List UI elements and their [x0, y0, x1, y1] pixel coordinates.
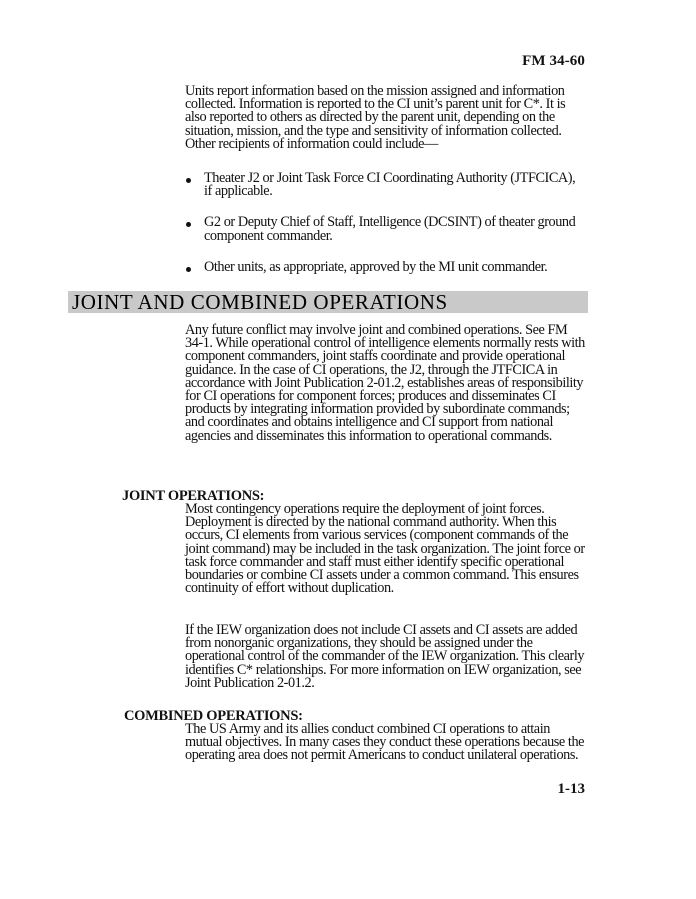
- bullet-icon: [186, 267, 191, 272]
- intro-paragraph: Units report information based on the mission assigned and information collected. Information is reported to the CI unit’s parent unit for C*. It is also reported to others as directed by the parent unit, depending on the situation, mission, and the type and sensitivity of information collected. Other recipients of information could include—: [185, 83, 566, 152]
- list-item-text: Theater J2 or Joint Task Force CI Coordinating Authority (JTFCICA), if applicable.: [204, 170, 576, 200]
- section-title: JOINT AND COMBINED OPERATIONS: [72, 290, 448, 314]
- joint-operations-heading: JOINT OPERATIONS:: [122, 488, 265, 504]
- list-item: [184, 172, 584, 198]
- page-number: 1-13: [557, 781, 585, 797]
- section-heading-bar: [68, 291, 588, 313]
- list-item-text: Other units, as appropriate, approved by the MI unit commander.: [204, 258, 548, 275]
- list-item-text: G2 or Deputy Chief of Staff, Intelligence (DCSINT) of theater ground component commander.: [204, 214, 576, 244]
- recipient-list: [184, 172, 584, 292]
- section-paragraph: Any future conflict may involve joint and combined operations. See FM 34-1. While operational control of intelligence elements normally rests with component commanders, joint staffs coordinate and provide operational guidance. In the case of CI operations, the J2, through the JTFCICA in accordance with Joint Publication 2-01.2, establishes areas of responsibility for CI operations for component forces; produces and disseminates CI products by integrating information provided by subordinate commands; and coordinates and obtains intelligence and CI support from national agencies and disseminates this information to operational commands.: [185, 322, 585, 444]
- bullet-icon: [186, 178, 191, 183]
- combined-operations-heading: COMBINED OPERATIONS:: [124, 708, 303, 724]
- bullet-icon: [186, 222, 191, 227]
- combined-operations-paragraph: The US Army and its allies conduct combined CI operations to attain mutual objectives. In many cases they conduct these operations because the operating area does not permit Americans to conduct unilateral operations.: [185, 721, 585, 764]
- list-item: [184, 258, 584, 275]
- joint-operations-paragraph-2: If the IEW organization does not include CI assets and CI assets are added from nonorganic organizations, they should be assigned under the operational control of the commander of the IEW organization. This clearly identifies C* relationships. For more information on IEW organization, see Joint Publication 2-01.2.: [185, 622, 585, 691]
- joint-operations-paragraph-1: Most contingency operations require the deployment of joint forces. Deployment is directed by the national command authority. When this occurs, CI elements from various services (component commands of the joint command) may be included in the task organization. The joint force or task force commander and staff must either identify specific operational boundaries or combine CI assets under a common command. This ensures continuity of effort without duplication.: [185, 501, 585, 597]
- running-head: FM 34-60: [522, 53, 585, 69]
- list-item: [184, 216, 584, 242]
